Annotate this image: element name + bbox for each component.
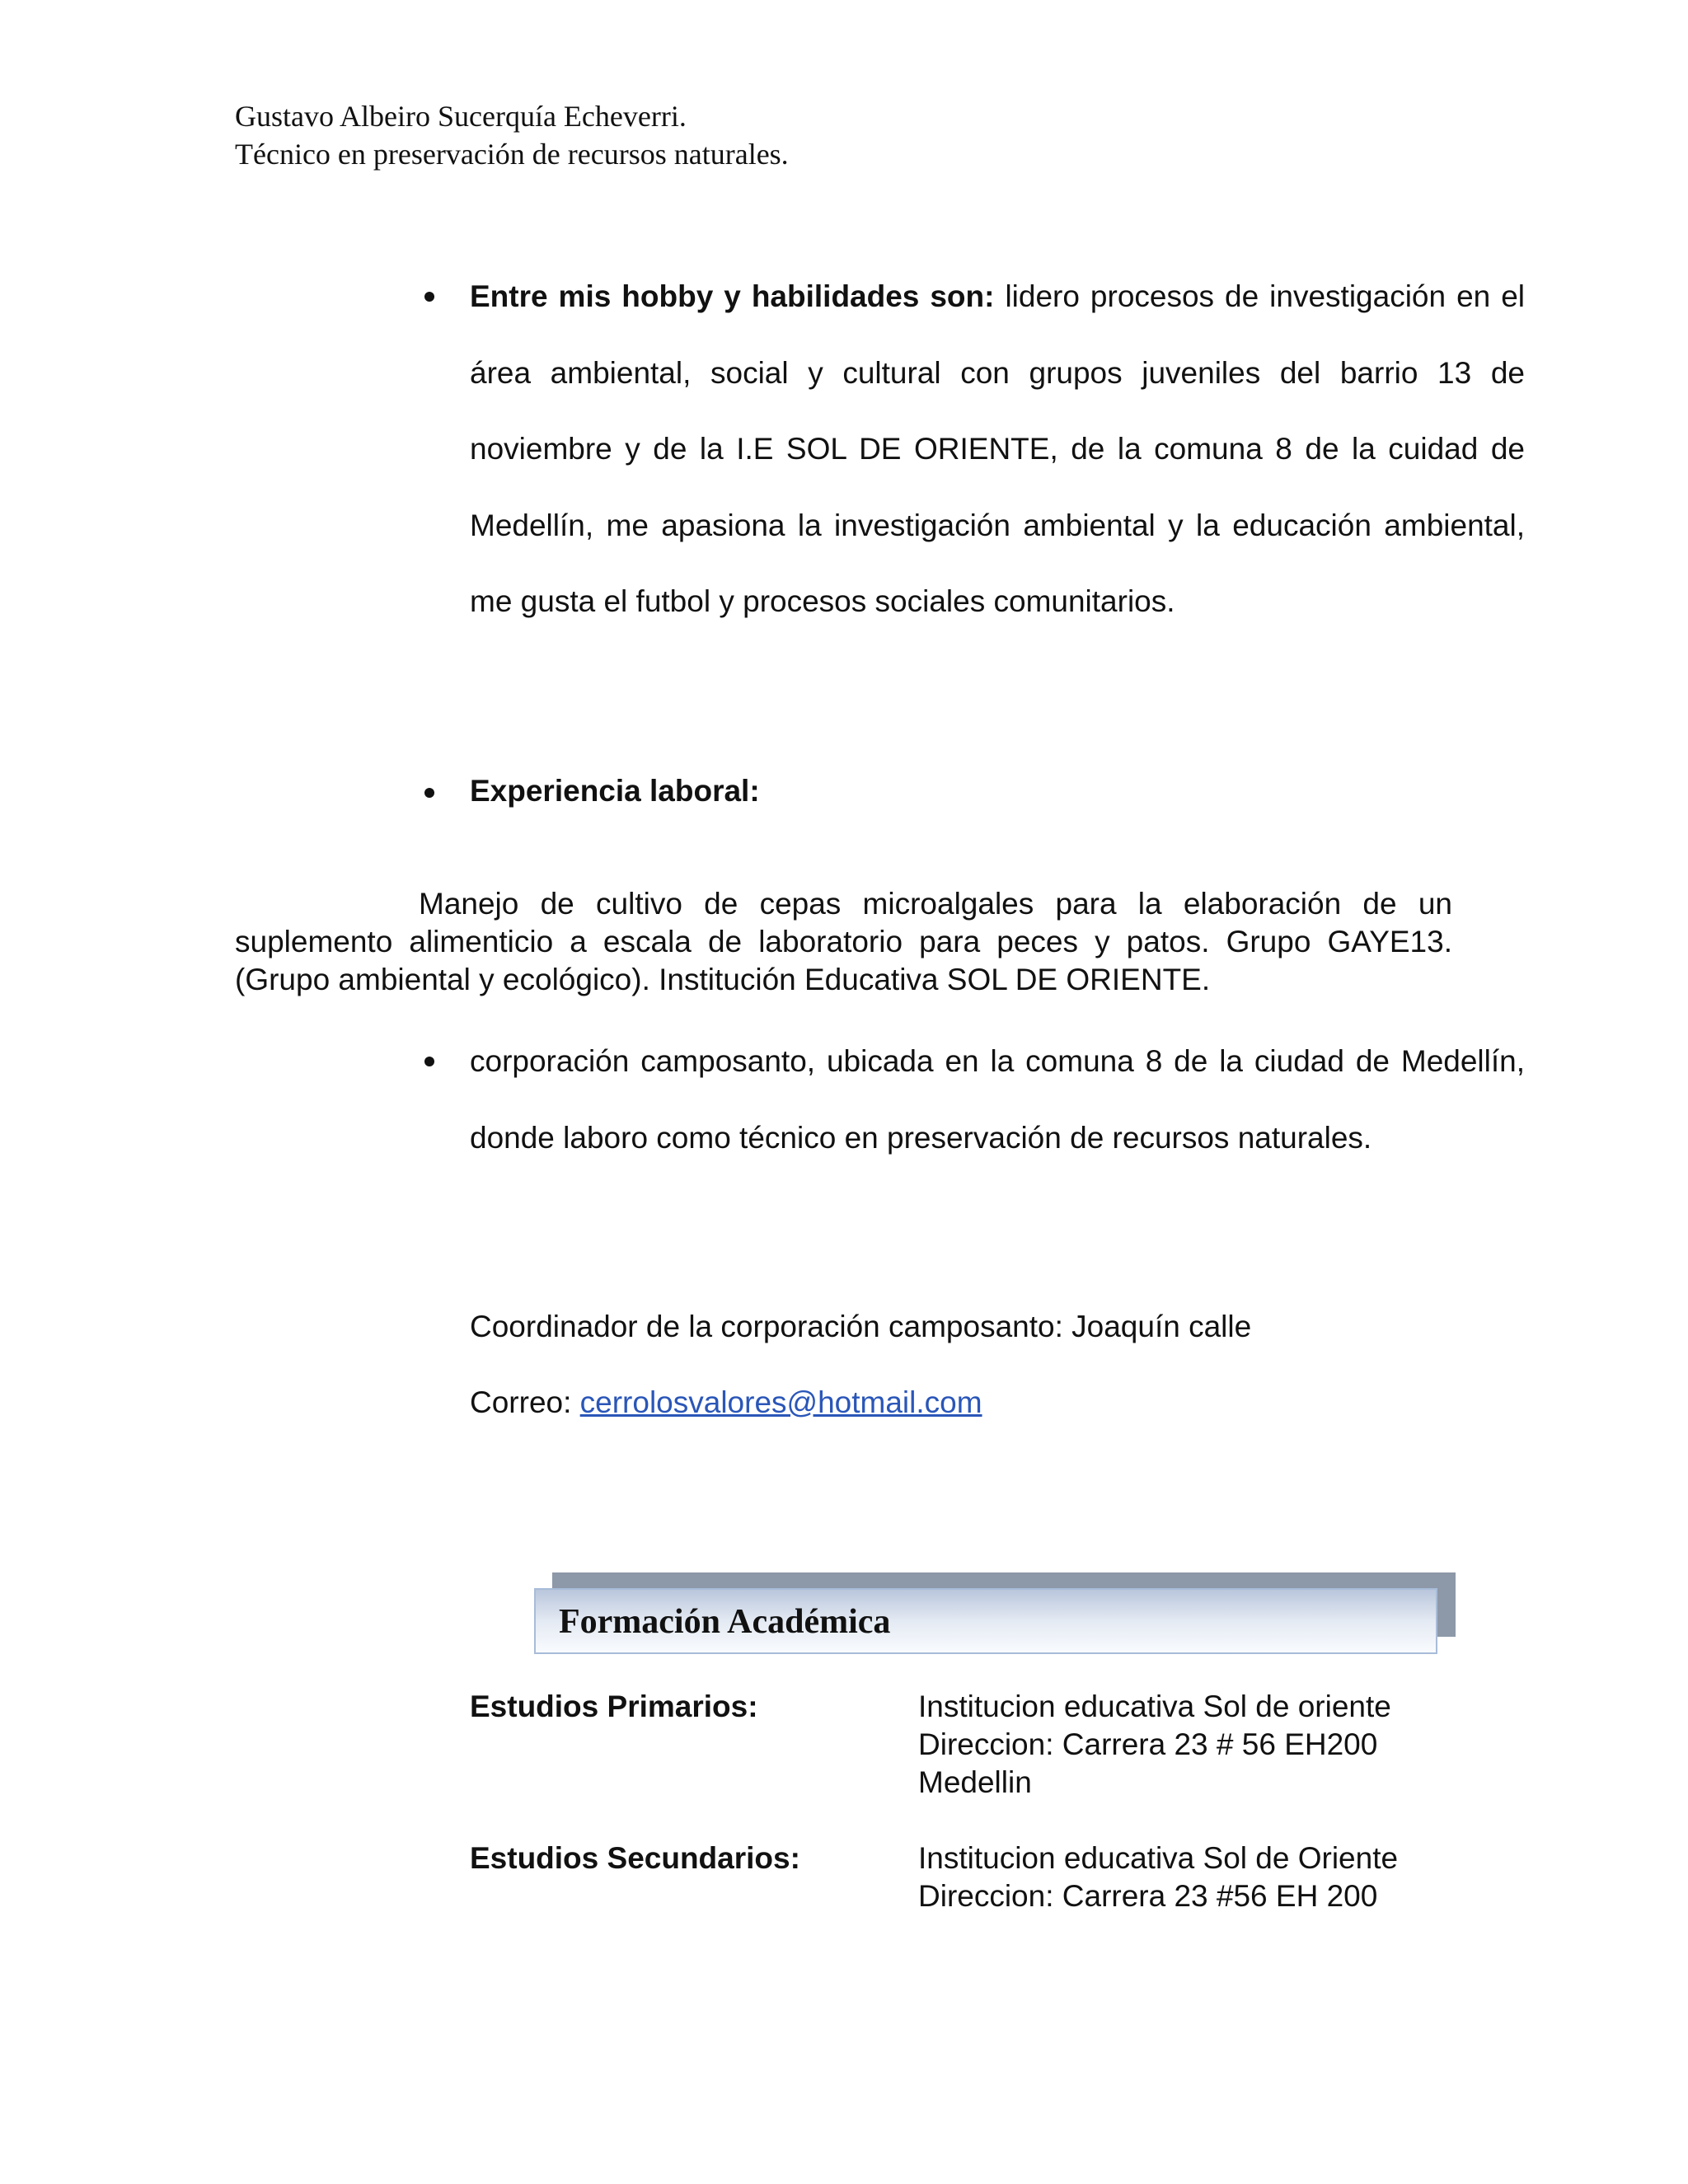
bullet-icon [424, 292, 434, 302]
corporation-paragraph: corporación camposanto, ubicada en la comuna 8 de la ciudad de Medellín, donde laboro como técnico en preservación de recursos naturales. [470, 1044, 1525, 1155]
section-title: Formación Académica [559, 1603, 891, 1641]
coordinator-line: Coordinador de la corporación camposanto: Joaquín calle [470, 1310, 1252, 1343]
hobbies-paragraph [470, 259, 1525, 640]
email-link[interactable]: cerrolosvalores@hotmail.com [579, 1385, 982, 1419]
author-role: Técnico en preservación de recursos naturales. [235, 138, 789, 171]
hobbies-label: Entre mis hobby y habilidades son: [470, 279, 995, 313]
hobbies-text: lidero procesos de investigación en el área ambiental, social y cultural con grupos juveniles del barrio 13 de noviembre y de la I.E SOL DE ORIENTE, de la comuna 8 de la cuidad de Medellín, me apasiona la investigación ambiental y la educación ambiental, me gusta el futbol y procesos sociales comunitarios. [470, 279, 1525, 618]
primary-studies-label: Estudios Primarios: [470, 1690, 758, 1723]
primary-line: Medellin [918, 1765, 1032, 1799]
primary-line: Institucion educativa Sol de oriente [918, 1690, 1391, 1723]
email-label: Correo: [470, 1385, 580, 1419]
secondary-studies-label: Estudios Secundarios: [470, 1841, 800, 1875]
experience-paragraph: Manejo de cultivo de cepas microalgales para la elaboración de un suplemento alimenticio a escala de laboratorio para peces y patos. Grupo GAYE13. (Grupo ambiental y ecológico). Institución Educativa SOL DE ORIENTE. [235, 887, 1452, 996]
bullet-icon [424, 788, 434, 798]
bullet-icon [424, 1057, 434, 1066]
secondary-studies-value [918, 1840, 1398, 1915]
author-name: Gustavo Albeiro Sucerquía Echeverri. [235, 100, 687, 133]
primary-line: Direccion: Carrera 23 # 56 EH200 [918, 1727, 1378, 1761]
primary-studies-value [918, 1688, 1391, 1802]
section-header-box [534, 1588, 1437, 1654]
page-header [235, 97, 789, 173]
experience-label: Experiencia laboral: [470, 774, 760, 808]
email-line [470, 1378, 982, 1427]
secondary-line: Direccion: Carrera 23 #56 EH 200 [918, 1879, 1378, 1913]
secondary-line: Institucion educativa Sol de Oriente [918, 1841, 1399, 1875]
